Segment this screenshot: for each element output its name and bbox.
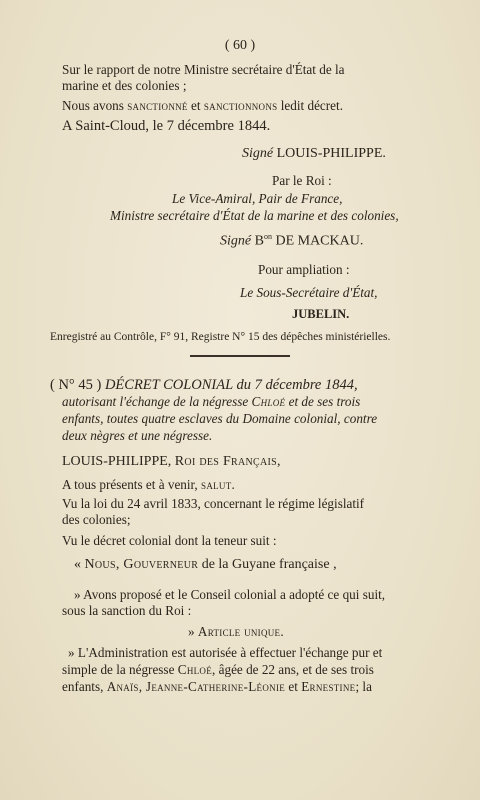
text-line: Par le Roi : [272,173,332,188]
text-line: des colonies; [62,512,131,527]
text-line: A tous présents et à venir, salut. [62,477,236,492]
king-line: LOUIS-PHILIPPE, Roi des Français, [62,454,281,469]
text-line: Vu la loi du 24 avril 1833, concernant le régime législatif [62,496,365,511]
signature-jubelin: JUBELIN. [292,307,350,321]
text-line: sous la sanction du Roi : [62,603,192,618]
text-line: enfants, Anaïs, Jeanne-Catherine-Léonie et Ernestine; la [62,679,372,694]
text-line: « Nous, Gouverneur de la Guyane française , [74,557,337,572]
text-line: Vu le décret colonial dont la teneur suit : [62,533,277,548]
minister-title: Le Vice-Amiral, Pair de France, [172,191,343,206]
minister-title: Ministre secrétaire d'État de la marine et des colonies, [110,208,399,223]
text-line: » Avons proposé et le Conseil colonial a adopté ce qui suit, [74,587,386,602]
text-line: Le Sous-Secrétaire d'État, [240,285,378,300]
article-heading: » Article unique. [188,624,284,639]
decree-heading: enfants, toutes quatre esclaves du Domaine colonial, contre [62,411,378,426]
decree-heading: ( N° 45 ) DÉCRET COLONIAL du 7 décembre 1844, [50,377,358,393]
signature-minister: Signé $B^{on}$ DE MACKAU. [220,232,364,249]
signature-king: Signé LOUIS-PHILIPPE. [242,146,386,161]
page-number: ( 60 ) [224,38,256,53]
text-line: » L'Administration est autorisée à effectuer l'échange pur et [68,645,383,660]
text-line: Pour ampliation : [258,262,350,277]
decree-heading: deux nègres et une négresse. [62,428,213,443]
registration-note: Enregistré au Contrôle, F° 91, Registre N° 15 des dépêches ministérielles. [50,331,391,343]
decree-heading: autorisant l'échange de la négresse Chloé et de ses trois [62,394,361,409]
text-line: Sur le rapport de notre Ministre secrétaire d'État de la [62,62,345,77]
date-line: A Saint-Cloud, le 7 décembre 1844. [62,118,271,134]
text-line: simple de la négresse Chloé, âgée de 22 ans, et de ses trois [62,662,374,677]
text-line: Nous avons sanctionné et sanctionnons ledit décret. [62,98,343,113]
divider [190,355,290,357]
text-line: marine et des colonies ; [62,78,187,93]
